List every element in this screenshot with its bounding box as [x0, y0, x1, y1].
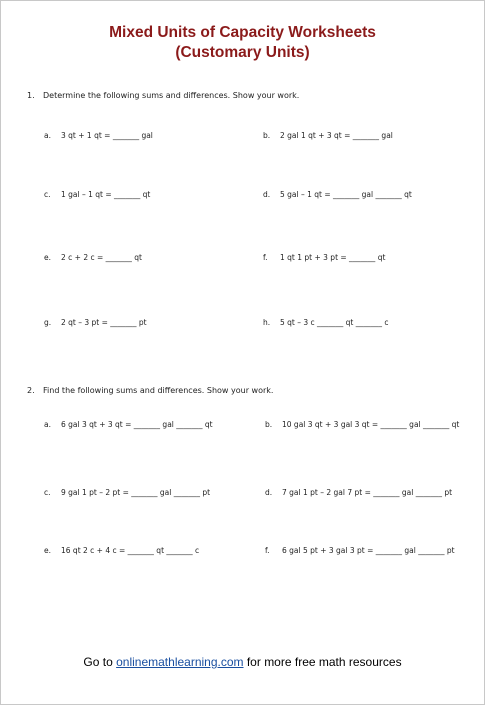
question-1-number: 1.	[27, 91, 35, 100]
footer-prefix: Go to	[83, 655, 117, 669]
problem-expression: 2 gal 1 qt + 3 qt = _______ gal	[280, 131, 393, 140]
question-1-instructions: Determine the following sums and differences. Show your work.	[43, 91, 300, 100]
problem-expression: 6 gal 5 pt + 3 gal 3 pt = _______ gal _______ pt	[282, 546, 455, 555]
problem-expression: 6 gal 3 qt + 3 qt = _______ gal _______ qt	[61, 420, 213, 429]
problem-expression: 10 gal 3 qt + 3 gal 3 qt = _______ gal _______ qt	[282, 420, 460, 429]
footer-link[interactable]: onlinemathlearning.com	[116, 655, 244, 669]
problem-expression: 2 qt – 3 pt = _______ pt	[61, 318, 147, 327]
problem-label: d.	[263, 190, 271, 199]
problem-label: a.	[44, 131, 51, 140]
problem-expression: 2 c + 2 c = _______ qt	[61, 253, 142, 262]
problem-label: d.	[265, 488, 273, 497]
problem-label: f.	[263, 253, 268, 262]
footer	[0, 655, 485, 669]
problem-label: b.	[265, 420, 273, 429]
problem-label: g.	[44, 318, 52, 327]
problem-expression: 5 qt – 3 c _______ qt _______ c	[280, 318, 389, 327]
question-2-instructions: Find the following sums and differences. Show your work.	[43, 386, 274, 395]
problem-expression: 3 qt + 1 qt = _______ gal	[61, 131, 153, 140]
question-2-number: 2.	[27, 386, 35, 395]
problem-label: b.	[263, 131, 271, 140]
problem-label: e.	[44, 253, 51, 262]
problem-expression: 1 qt 1 pt + 3 pt = _______ qt	[280, 253, 386, 262]
worksheet-title: Mixed Units of Capacity Worksheets	[109, 24, 376, 41]
problem-expression: 7 gal 1 pt – 2 gal 7 pt = _______ gal _______ pt	[282, 488, 453, 497]
footer-suffix: for more free math resources	[243, 655, 402, 669]
problem-label: e.	[44, 546, 51, 555]
problem-expression: 9 gal 1 pt – 2 pt = _______ gal _______ pt	[61, 488, 211, 497]
problem-label: c.	[44, 190, 51, 199]
problem-expression: 1 gal – 1 qt = _______ qt	[61, 190, 151, 199]
worksheet-subtitle: (Customary Units)	[175, 44, 310, 61]
problem-label: c.	[44, 488, 51, 497]
problem-label: a.	[44, 420, 51, 429]
problem-label: h.	[263, 318, 271, 327]
problem-expression: 5 gal – 1 qt = _______ gal _______ qt	[280, 190, 412, 199]
problem-label: f.	[265, 546, 270, 555]
problem-expression: 16 qt 2 c + 4 c = _______ qt _______ c	[61, 546, 200, 555]
